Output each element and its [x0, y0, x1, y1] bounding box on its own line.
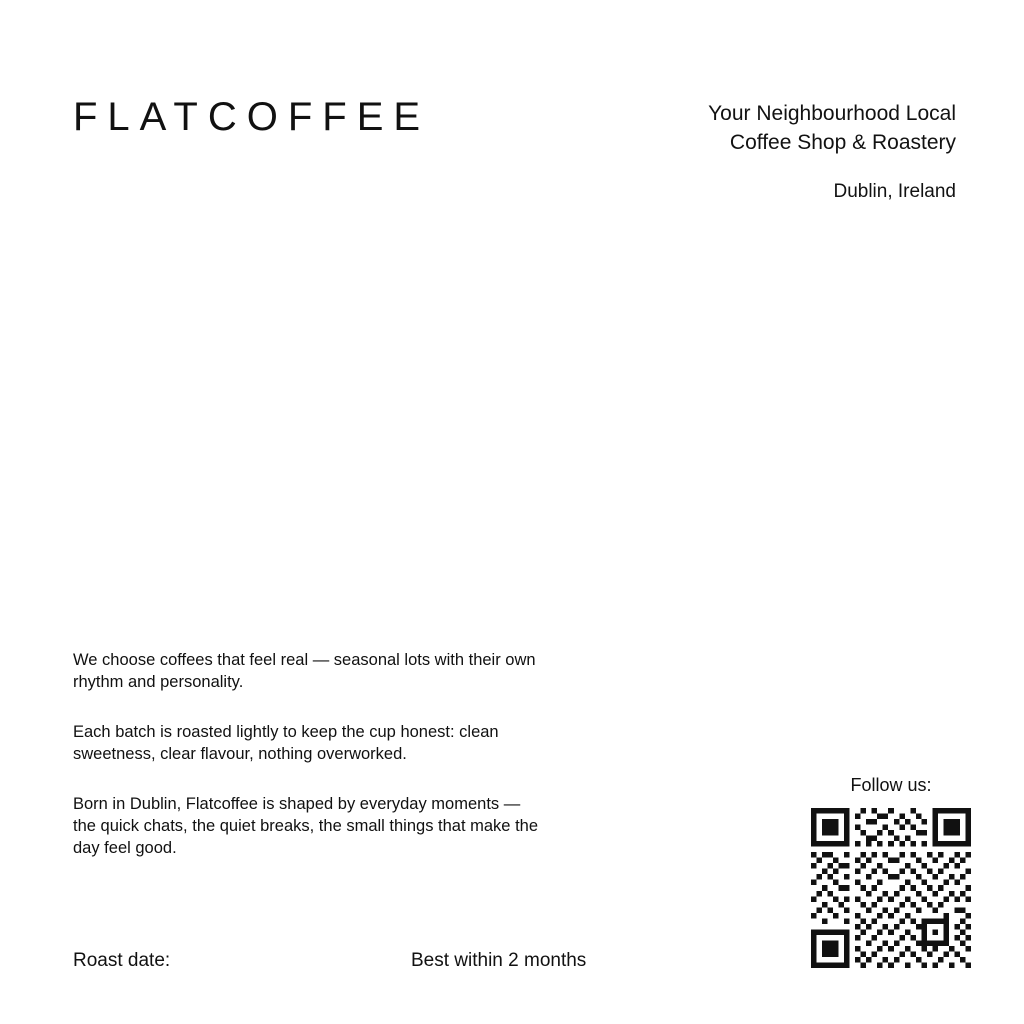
tagline-line-1: Your Neighbourhood Local	[708, 102, 956, 125]
best-within-label: Best within 2 months	[411, 950, 587, 971]
tagline	[536, 99, 956, 157]
brand-wordmark: FLATCOFFEE	[73, 95, 431, 139]
body-paragraph-1: We choose coffees that feel real — seasonal lots with their own rhythm and personality.	[73, 651, 536, 691]
roast-date-label: Roast date:	[73, 950, 171, 971]
qr-code-icon[interactable]	[811, 808, 971, 968]
follow-us-label: Follow us:	[850, 775, 932, 795]
location-text: Dublin, Ireland	[833, 181, 956, 202]
follow-us-block	[796, 775, 986, 968]
body-paragraph-3: Born in Dublin, Flatcoffee is shaped by everyday moments — the quick chats, the quiet breaks, the small things that make the day feel good.	[73, 795, 539, 857]
body-copy	[73, 649, 543, 859]
tagline-line-2: Coffee Shop & Roastery	[729, 131, 956, 154]
body-paragraph-2: Each batch is roasted lightly to keep the cup honest: clean sweetness, clear flavour, nothing overworked.	[73, 723, 499, 763]
